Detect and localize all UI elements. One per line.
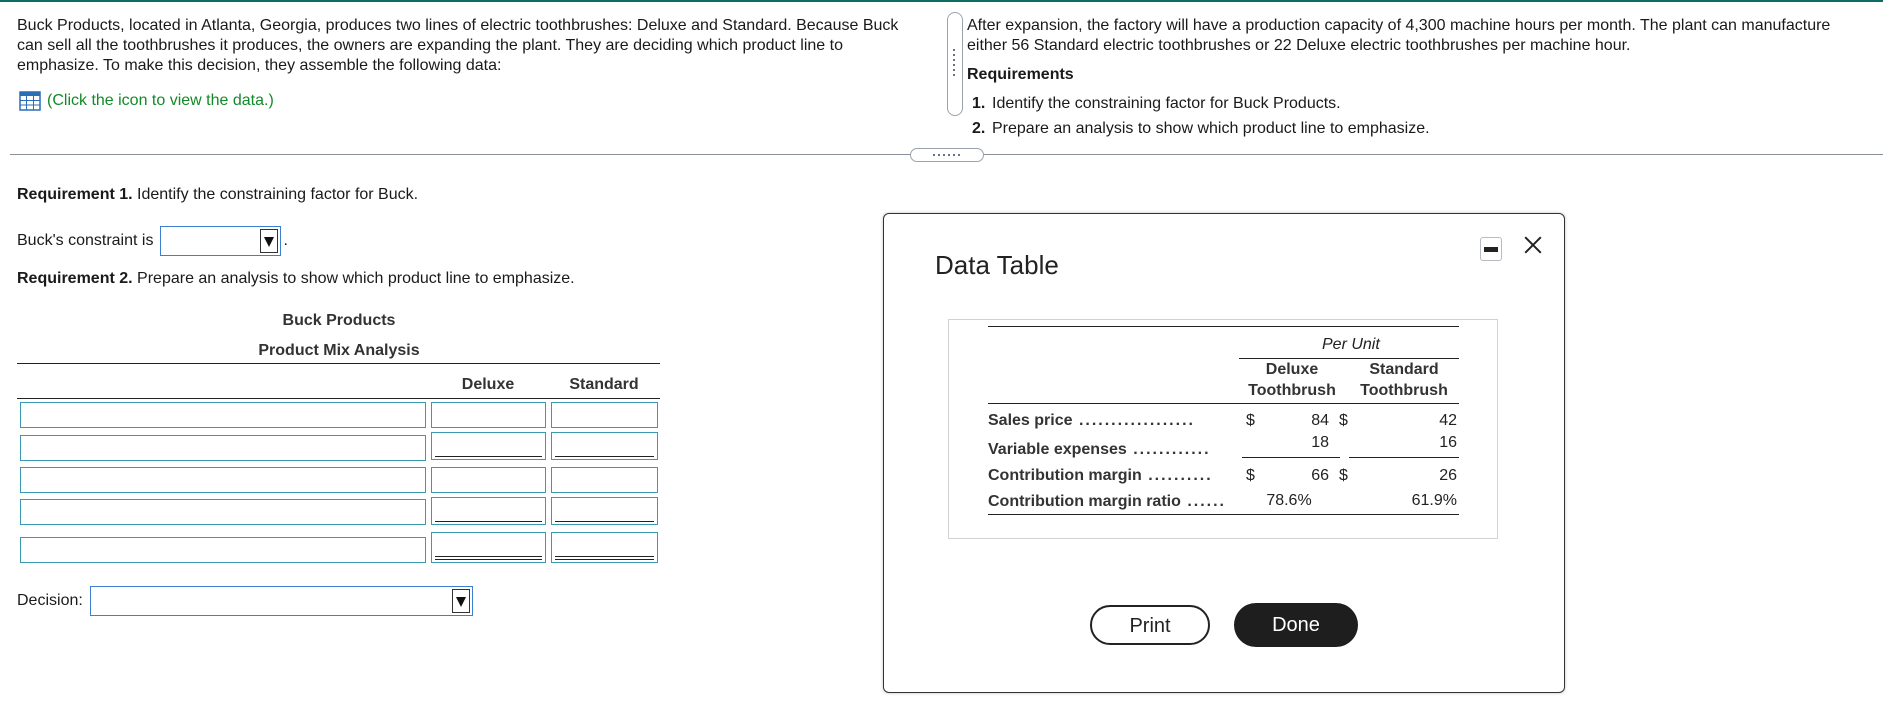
cell-deluxe: 84	[1311, 412, 1329, 429]
decision-dropdown[interactable]	[90, 586, 473, 616]
col-header-standard-line2: Toothbrush	[1360, 382, 1448, 399]
vertical-splitter-handle[interactable]	[947, 12, 963, 116]
subtotal-rule	[1242, 457, 1340, 458]
table-grid-icon[interactable]	[19, 91, 41, 111]
row-5-label-input[interactable]	[20, 537, 426, 563]
view-data-link-text[interactable]: (Click the icon to view the data.)	[47, 92, 274, 109]
cell-standard: 61.9%	[1411, 492, 1457, 509]
row-1-standard-input[interactable]	[551, 402, 658, 428]
col-header-standard-line1: Standard	[1369, 361, 1439, 378]
data-table-dialog	[883, 213, 1565, 693]
done-button[interactable]: Done	[1234, 603, 1358, 647]
row-label: Contribution margin ratio ......	[988, 493, 1226, 510]
col-header-deluxe-line1: Deluxe	[1265, 361, 1319, 378]
decision-row	[17, 586, 473, 616]
table-top-rule	[988, 326, 1459, 327]
subtotal-rule	[1349, 457, 1459, 458]
cell-standard: 42	[1439, 412, 1457, 429]
col-header-deluxe-line2: Toothbrush	[1248, 382, 1336, 399]
row-2-standard-input[interactable]	[551, 432, 658, 460]
row-label: Contribution margin ..........	[988, 467, 1213, 484]
problem-description: Buck Products, located in Atlanta, Georgia, produces two lines of electric toothbrushes: Deluxe and Standard. Because Buck can sell all the toothbrushes it produces, the owners are expanding the plant. They are deciding which product line to emphasize. To make this decision, they assemble the following data:	[17, 17, 899, 74]
row-1-label-input[interactable]	[20, 402, 426, 428]
row-4-deluxe-input[interactable]	[431, 497, 546, 525]
requirement-2-prompt: Requirement 2. Prepare an analysis to show which product line to emphasize.	[17, 270, 575, 287]
per-unit-rule	[1239, 358, 1459, 359]
analysis-company-name: Buck Products	[282, 312, 396, 329]
cell-deluxe: 18	[1311, 434, 1329, 451]
analysis-title: Product Mix Analysis	[258, 342, 420, 359]
data-table	[948, 319, 1498, 539]
row-label: Variable expenses ............	[988, 441, 1211, 458]
constraint-period: .	[283, 232, 288, 249]
row-label: Sales price ..................	[988, 412, 1195, 429]
currency-symbol: $	[1339, 467, 1348, 484]
row-3-standard-input[interactable]	[551, 467, 658, 493]
print-button[interactable]: Print	[1090, 605, 1210, 645]
currency-symbol: $	[1246, 412, 1255, 429]
constraint-row	[17, 226, 288, 256]
dialog-title: Data Table	[935, 250, 1059, 280]
constraint-label: Buck's constraint is	[17, 232, 154, 249]
production-capacity-text: After expansion, the factory will have a production capacity of 4,300 machine hours per month. The plant can manufacture either 56 Standard electric toothbrushes or 22 Deluxe electric toothbrushes per machine hour.	[967, 17, 1831, 54]
table-bottom-rule	[988, 514, 1459, 515]
title-rule	[17, 363, 660, 364]
row-3-label-input[interactable]	[20, 467, 426, 493]
view-data-link[interactable]	[19, 91, 274, 111]
header-rule	[17, 398, 660, 399]
dropdown-arrow-icon[interactable]	[260, 229, 278, 253]
top-accent-bar	[0, 0, 1883, 2]
requirement-item: 1. Identify the constraining factor for Buck Products.	[972, 95, 1341, 112]
cell-standard: 16	[1439, 434, 1457, 451]
row-3-deluxe-input[interactable]	[431, 467, 546, 493]
dropdown-arrow-icon[interactable]	[452, 589, 470, 613]
row-2-label-input[interactable]	[20, 435, 426, 461]
currency-symbol: $	[1246, 467, 1255, 484]
row-4-label-input[interactable]	[20, 499, 426, 525]
header-bottom-rule	[988, 403, 1459, 404]
requirements-list	[972, 91, 1430, 141]
column-header-deluxe: Deluxe	[461, 376, 515, 393]
row-5-standard-input[interactable]	[551, 532, 658, 563]
requirement-item: 2. Prepare an analysis to show which product line to emphasize.	[972, 120, 1430, 137]
row-2-deluxe-input[interactable]	[431, 432, 546, 460]
currency-symbol: $	[1339, 412, 1348, 429]
cell-deluxe: 66	[1311, 467, 1329, 484]
minimize-icon[interactable]	[1480, 237, 1502, 261]
row-5-deluxe-input[interactable]	[431, 532, 546, 563]
requirement-1-prompt: Requirement 1. Identify the constraining factor for Buck.	[17, 186, 419, 203]
close-icon[interactable]	[1520, 232, 1546, 258]
row-4-standard-input[interactable]	[551, 497, 658, 525]
decision-label: Decision:	[17, 592, 83, 609]
column-header-standard: Standard	[569, 376, 639, 393]
horizontal-splitter-handle[interactable]	[910, 148, 984, 162]
cell-deluxe: 78.6%	[1266, 492, 1312, 509]
constraint-dropdown[interactable]	[160, 226, 281, 256]
requirements-heading: Requirements	[967, 66, 1074, 83]
per-unit-header: Per Unit	[1322, 336, 1380, 353]
row-1-deluxe-input[interactable]	[431, 402, 546, 428]
cell-standard: 26	[1439, 467, 1457, 484]
